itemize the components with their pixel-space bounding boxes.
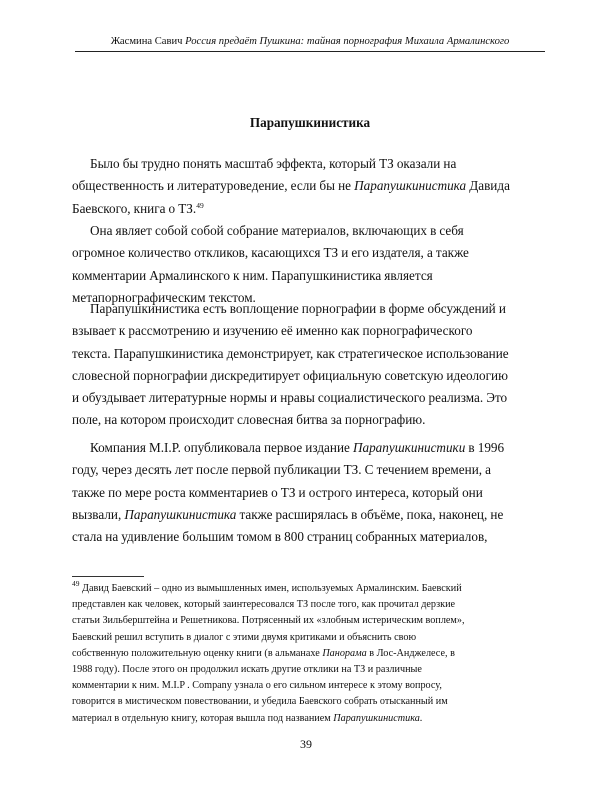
paragraph-1 [72, 153, 542, 220]
paragraph-line: огромное количество откликов, касающихся ТЗ и его издателя, а также [72, 245, 469, 261]
footnote-marker: 49 [72, 579, 80, 588]
header-book-title: Россия предаёт Пушкина: тайная порнография Михаила Армалинского [185, 36, 510, 47]
paragraph-2 [72, 220, 542, 309]
footnote-line: материал в отдельную книгу, которая вышла под названием Парапушкинистика. [72, 712, 423, 724]
paragraph-line: поле, на котором происходит словесная битва за порнографию. [72, 412, 426, 428]
paragraph-line: общественность и литературоведение, если бы не Парапушкинистика Давида [72, 178, 510, 194]
paragraph-line: стала на удивление большим томом в 800 страниц собранных материалов, [72, 529, 488, 545]
footnote-line: Баевский решил вступить в диалог с этими двумя критиками и объяснить свою [72, 631, 417, 643]
footnote-line: 1988 году). После этого он продолжил искать другие отклики на ТЗ и различные [72, 664, 422, 676]
header-rule [75, 51, 545, 52]
paragraph-line: Было бы трудно понять масштаб эффекта, который ТЗ оказали на [90, 156, 457, 171]
page-number: 39 [300, 737, 312, 751]
paragraph-line: словесной порнографии дискредитирует официальную советскую идеологию [72, 367, 508, 383]
paragraph-line: и обуздывает литературные нормы и нравы социалистического реализма. Это [72, 390, 508, 406]
footnote-separator [72, 576, 144, 577]
paragraph-line: также по мере роста комментариев о ТЗ и острого интереса, который они [72, 484, 483, 500]
paragraph-line: комментарии Армалинского к ним. Парапушкинистика является [72, 267, 433, 283]
paragraph-line: текста. Парапушкинистика демонстрирует, как стратегическое использование [72, 345, 509, 361]
paragraph-line: Баевского, книга о ТЗ.$^{49}$ [72, 200, 204, 216]
paragraph-line: метапорнографическим текстом. [72, 289, 256, 305]
paragraph-line: Компания M.I.P. опубликовала первое издание Парапушкинистики в 1996 [90, 440, 505, 455]
footnote-ref[interactable]: 49 [196, 200, 204, 210]
paragraph-line: Она являет собой собой собрание материалов, включающих в себя [90, 223, 464, 238]
footnote-line: комментарии к ним. M.I.P . Company узнала о его сильном интересе к этому вопросу, [72, 680, 442, 692]
paragraph-4 [72, 437, 542, 548]
footnote-line: говорится в мистическом повествовании, и убедила Баевского собрать отысканный им [72, 696, 448, 708]
header-author: Жасмина Савич [110, 36, 183, 47]
paragraph-line: взывает к рассмотрению и изучению её именно как порнографического [72, 323, 473, 339]
paragraph-line: Парапушкинистика есть воплощение порнографии в форме обсуждений и [90, 301, 506, 316]
footnote-line: собственную положительную оценку книги (в альманахе Панорама в Лос-Анджелесе, в [72, 647, 455, 659]
footnote-line: статьи Зильберштейна и Решетникова. Потрясенный их «злобным истерическим воплем», [72, 615, 465, 627]
footnote-line: представлен как человек, который заинтересовался ТЗ после того, как прочитал дерзкие [72, 599, 456, 611]
paragraph-3 [72, 298, 542, 432]
footnote-49 [72, 581, 542, 727]
paragraph-line: году, через десять лет после первой публикации ТЗ. С течением времени, а [72, 462, 491, 478]
footnote-line: $^{49}$ Давид Баевский – одно из вымышленных имен, используемых Армалинским. Баевский [72, 579, 462, 594]
running-header [75, 35, 545, 49]
section-title: Парапушкинистика [249, 115, 371, 130]
paragraph-line: вызвали, Парапушкинистика также расширялась в объёме, пока, наконец, не [72, 506, 504, 522]
